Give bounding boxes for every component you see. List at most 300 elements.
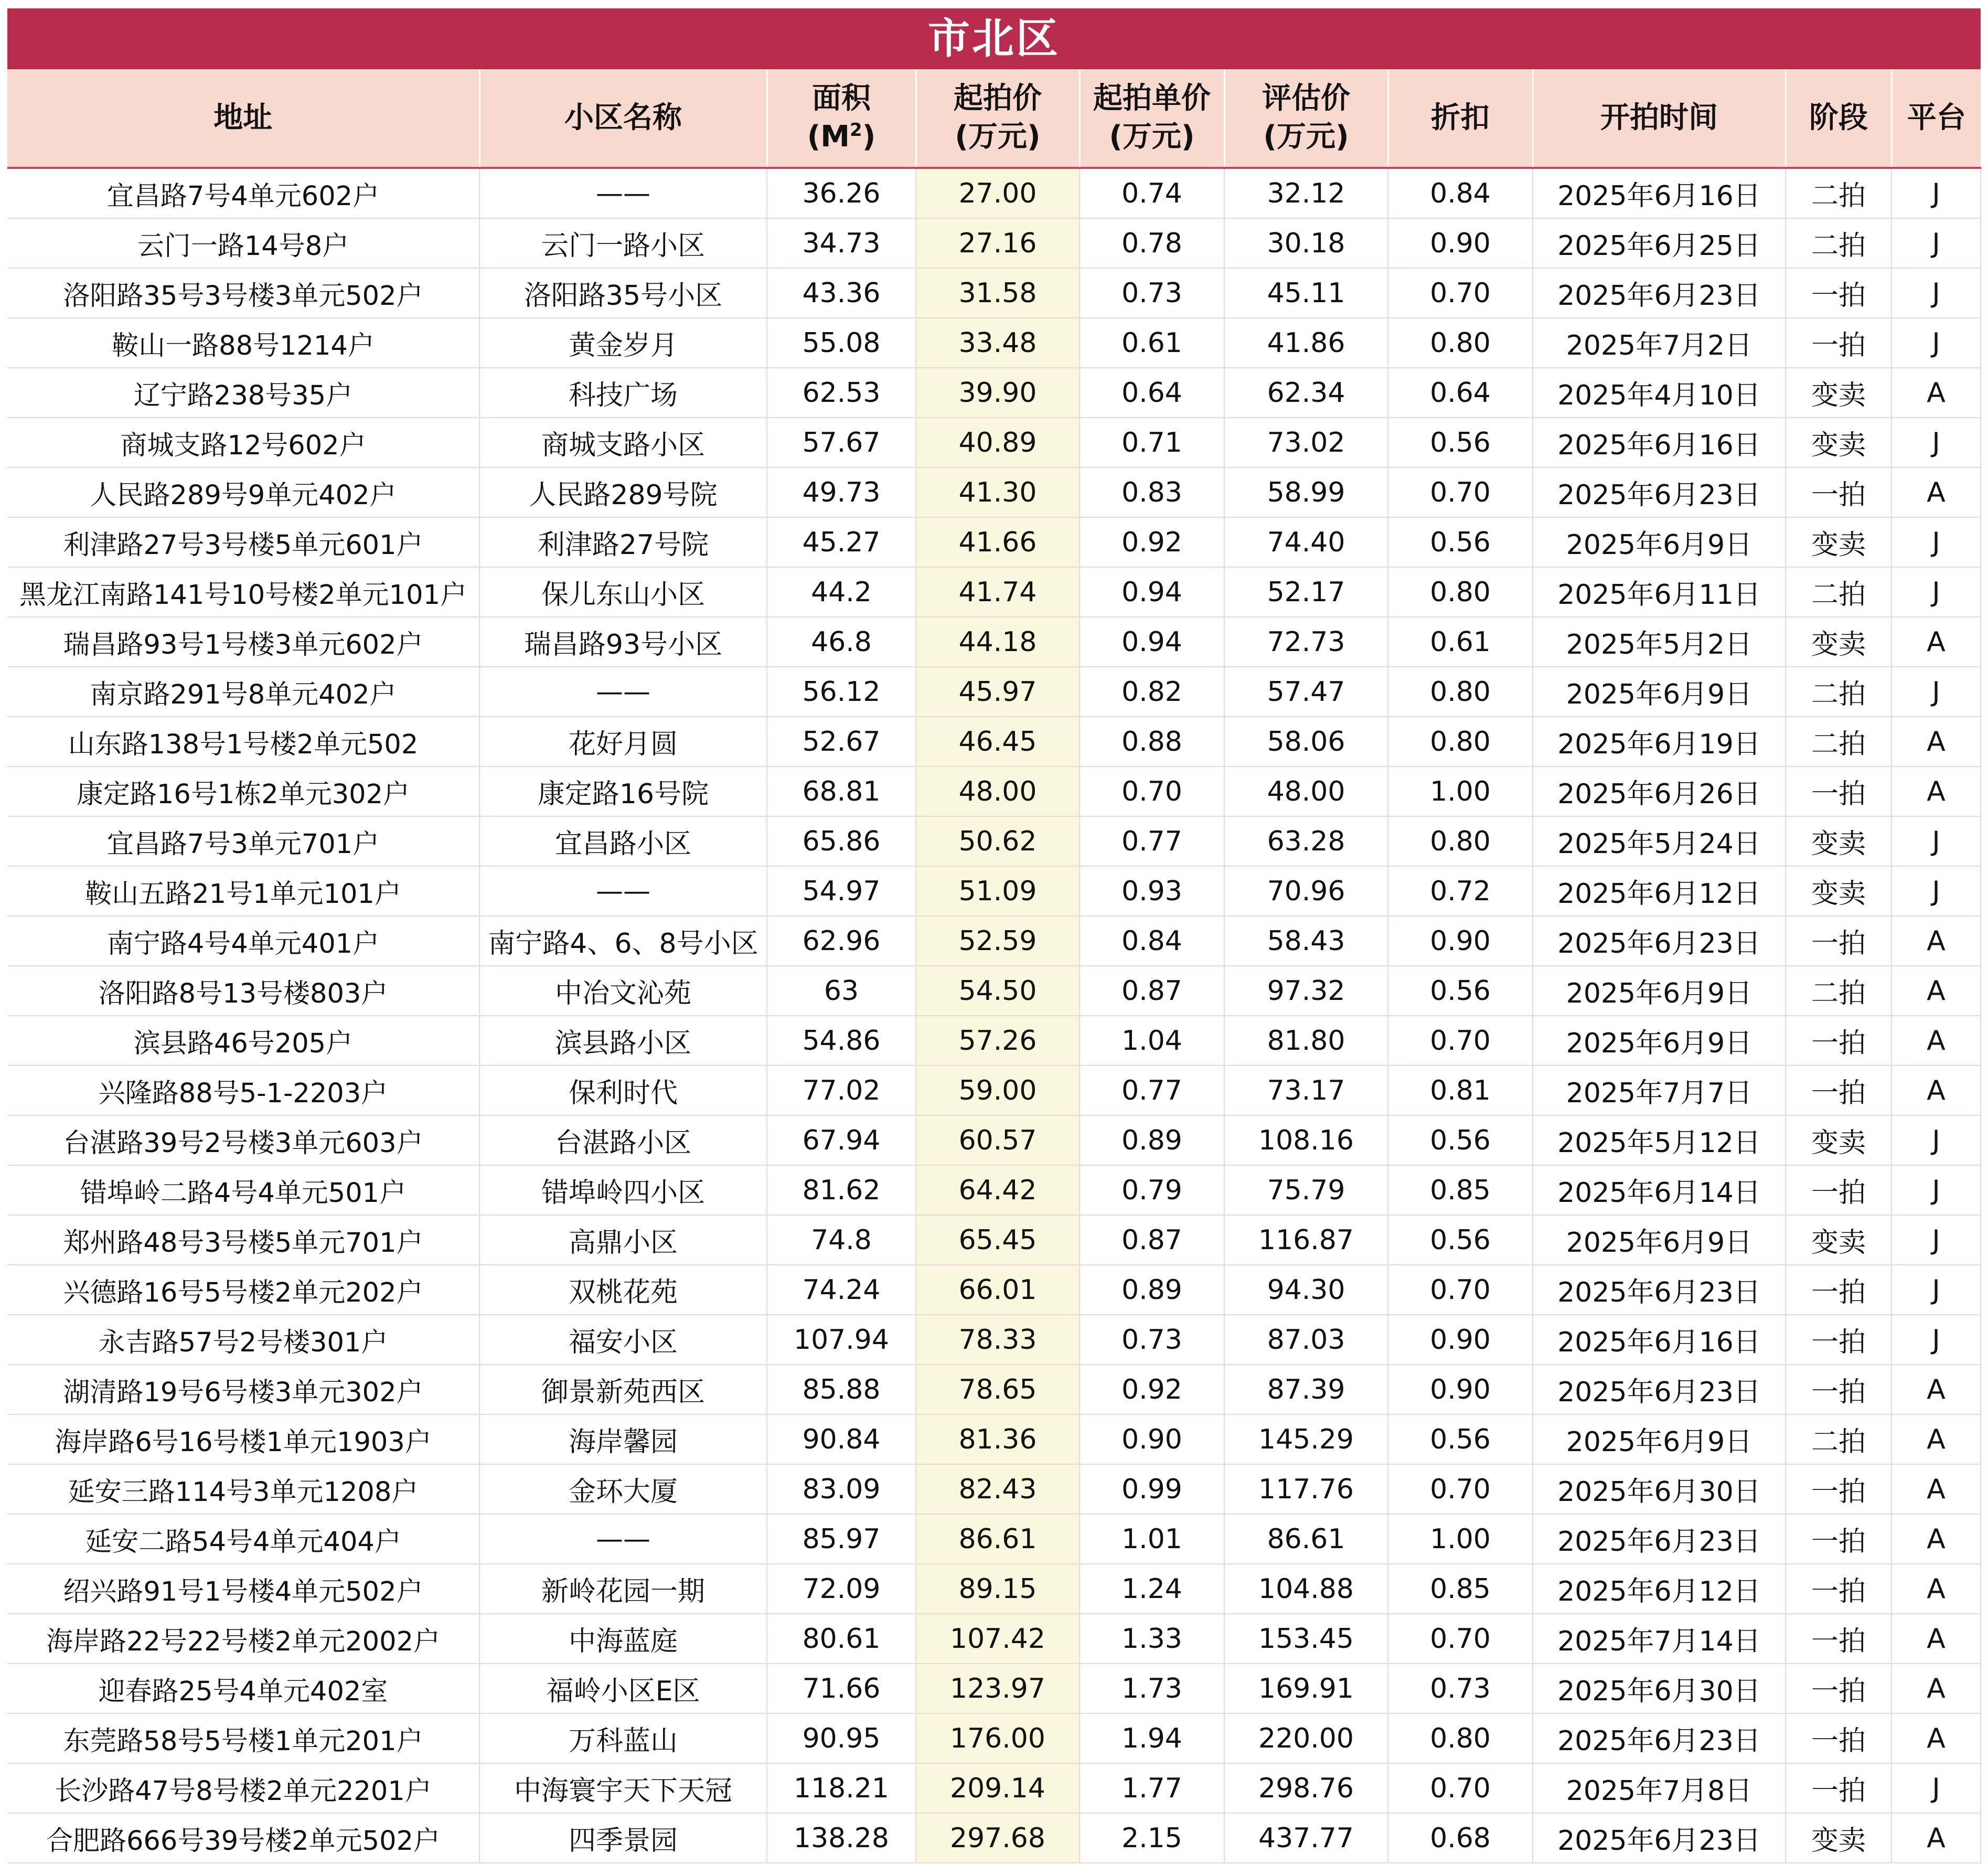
area-cell[interactable]: 80.61 [767, 1614, 916, 1664]
address-cell[interactable]: 绍兴路91号1号楼4单元502户 [7, 1564, 479, 1614]
community-cell[interactable]: 中海寰宇天下天冠 [479, 1763, 767, 1813]
auction-time-cell[interactable]: 2025年6月9日 [1533, 1215, 1786, 1265]
address-cell[interactable]: 宜昌路7号4单元602户 [7, 168, 479, 218]
community-cell[interactable]: 万科蓝山 [479, 1713, 767, 1763]
header-discount[interactable]: 折扣 [1388, 69, 1533, 168]
appraisal-cell[interactable]: 97.32 [1224, 966, 1388, 1016]
start-price-cell[interactable]: 89.15 [916, 1564, 1079, 1614]
area-cell[interactable]: 43.36 [767, 268, 916, 318]
platform-cell[interactable]: A [1891, 717, 1981, 766]
start-price-cell[interactable]: 66.01 [916, 1265, 1079, 1315]
start-price-cell[interactable]: 176.00 [916, 1713, 1079, 1763]
community-cell[interactable]: —— [479, 1514, 767, 1564]
community-cell[interactable]: 人民路289号院 [479, 467, 767, 517]
unit-price-cell[interactable]: 0.77 [1079, 1066, 1224, 1115]
discount-cell[interactable]: 0.80 [1388, 318, 1533, 368]
start-price-cell[interactable]: 41.74 [916, 567, 1079, 617]
address-cell[interactable]: 黑龙江南路141号10号楼2单元101户 [7, 567, 479, 617]
platform-cell[interactable]: A [1891, 1713, 1981, 1763]
community-cell[interactable]: 利津路27号院 [479, 517, 767, 567]
stage-cell[interactable]: 二拍 [1786, 567, 1891, 617]
start-price-cell[interactable]: 60.57 [916, 1115, 1079, 1165]
auction-time-cell[interactable]: 2025年6月12日 [1533, 1564, 1786, 1614]
discount-cell[interactable]: 0.90 [1388, 218, 1533, 268]
platform-cell[interactable]: J [1891, 1115, 1981, 1165]
stage-cell[interactable]: 变卖 [1786, 1115, 1891, 1165]
table-row[interactable] [7, 1763, 1981, 1813]
address-cell[interactable]: 兴德路16号5号楼2单元202户 [7, 1265, 479, 1315]
platform-cell[interactable]: A [1891, 1464, 1981, 1514]
auction-time-cell[interactable]: 2025年6月11日 [1533, 567, 1786, 617]
community-cell[interactable]: 云门一路小区 [479, 218, 767, 268]
appraisal-cell[interactable]: 298.76 [1224, 1763, 1388, 1813]
start-price-cell[interactable]: 31.58 [916, 268, 1079, 318]
address-cell[interactable]: 宜昌路7号3单元701户 [7, 816, 479, 866]
auction-time-cell[interactable]: 2025年6月23日 [1533, 1514, 1786, 1564]
stage-cell[interactable]: 一拍 [1786, 1365, 1891, 1414]
address-cell[interactable]: 迎春路25号4单元402室 [7, 1664, 479, 1713]
auction-time-cell[interactable]: 2025年5月24日 [1533, 816, 1786, 866]
table-row[interactable] [7, 1265, 1981, 1315]
appraisal-cell[interactable]: 153.45 [1224, 1614, 1388, 1664]
address-cell[interactable]: 利津路27号3号楼5单元601户 [7, 517, 479, 567]
area-cell[interactable]: 90.84 [767, 1414, 916, 1464]
table-row[interactable] [7, 168, 1981, 218]
platform-cell[interactable]: A [1891, 1016, 1981, 1066]
community-cell[interactable]: 南宁路4、6、8号小区 [479, 916, 767, 966]
header-appraisal[interactable] [1224, 69, 1388, 168]
header-platform[interactable]: 平台 [1891, 69, 1981, 168]
appraisal-cell[interactable]: 58.99 [1224, 467, 1388, 517]
platform-cell[interactable]: A [1891, 916, 1981, 966]
community-cell[interactable]: 宜昌路小区 [479, 816, 767, 866]
platform-cell[interactable]: J [1891, 1265, 1981, 1315]
area-cell[interactable]: 90.95 [767, 1713, 916, 1763]
auction-time-cell[interactable]: 2025年6月9日 [1533, 966, 1786, 1016]
appraisal-cell[interactable]: 117.76 [1224, 1464, 1388, 1514]
table-row[interactable] [7, 1215, 1981, 1265]
discount-cell[interactable]: 0.80 [1388, 717, 1533, 766]
platform-cell[interactable]: A [1891, 1365, 1981, 1414]
table-row[interactable] [7, 1315, 1981, 1365]
auction-time-cell[interactable]: 2025年5月12日 [1533, 1115, 1786, 1165]
discount-cell[interactable]: 0.70 [1388, 1763, 1533, 1813]
start-price-cell[interactable]: 57.26 [916, 1016, 1079, 1066]
discount-cell[interactable]: 0.56 [1388, 1115, 1533, 1165]
header-area[interactable] [767, 69, 916, 168]
unit-price-cell[interactable]: 0.79 [1079, 1165, 1224, 1215]
start-price-cell[interactable]: 41.30 [916, 467, 1079, 517]
start-price-cell[interactable]: 123.97 [916, 1664, 1079, 1713]
stage-cell[interactable]: 一拍 [1786, 1713, 1891, 1763]
area-cell[interactable]: 138.28 [767, 1813, 916, 1863]
start-price-cell[interactable]: 65.45 [916, 1215, 1079, 1265]
address-cell[interactable]: 南京路291号8单元402户 [7, 667, 479, 717]
discount-cell[interactable]: 0.56 [1388, 966, 1533, 1016]
start-price-cell[interactable]: 54.50 [916, 966, 1079, 1016]
address-cell[interactable]: 洛阳路8号13号楼803户 [7, 966, 479, 1016]
start-price-cell[interactable]: 81.36 [916, 1414, 1079, 1464]
unit-price-cell[interactable]: 0.90 [1079, 1414, 1224, 1464]
community-cell[interactable]: 福安小区 [479, 1315, 767, 1365]
appraisal-cell[interactable]: 86.61 [1224, 1514, 1388, 1564]
start-price-cell[interactable]: 50.62 [916, 816, 1079, 866]
unit-price-cell[interactable]: 0.93 [1079, 866, 1224, 916]
auction-time-cell[interactable]: 2025年6月23日 [1533, 916, 1786, 966]
discount-cell[interactable]: 0.56 [1388, 1414, 1533, 1464]
platform-cell[interactable]: J [1891, 1215, 1981, 1265]
auction-time-cell[interactable]: 2025年7月14日 [1533, 1614, 1786, 1664]
start-price-cell[interactable]: 209.14 [916, 1763, 1079, 1813]
table-row[interactable] [7, 816, 1981, 866]
address-cell[interactable]: 兴隆路88号5-1-2203户 [7, 1066, 479, 1115]
area-cell[interactable]: 118.21 [767, 1763, 916, 1813]
table-row[interactable] [7, 368, 1981, 418]
unit-price-cell[interactable]: 0.61 [1079, 318, 1224, 368]
unit-price-cell[interactable]: 0.77 [1079, 816, 1224, 866]
table-row[interactable] [7, 1813, 1981, 1863]
unit-price-cell[interactable]: 0.87 [1079, 1215, 1224, 1265]
auction-time-cell[interactable]: 2025年6月23日 [1533, 1713, 1786, 1763]
stage-cell[interactable]: 二拍 [1786, 717, 1891, 766]
area-cell[interactable]: 46.8 [767, 617, 916, 667]
area-cell[interactable]: 68.81 [767, 766, 916, 816]
auction-time-cell[interactable]: 2025年6月9日 [1533, 1016, 1786, 1066]
platform-cell[interactable]: A [1891, 1813, 1981, 1863]
table-row[interactable] [7, 318, 1981, 368]
stage-cell[interactable]: 二拍 [1786, 168, 1891, 218]
appraisal-cell[interactable]: 87.39 [1224, 1365, 1388, 1414]
auction-time-cell[interactable]: 2025年4月10日 [1533, 368, 1786, 418]
address-cell[interactable]: 湖清路19号6号楼3单元302户 [7, 1365, 479, 1414]
appraisal-cell[interactable]: 41.86 [1224, 318, 1388, 368]
discount-cell[interactable]: 0.70 [1388, 467, 1533, 517]
address-cell[interactable]: 鞍山一路88号1214户 [7, 318, 479, 368]
appraisal-cell[interactable]: 94.30 [1224, 1265, 1388, 1315]
address-cell[interactable]: 长沙路47号8号楼2单元2201户 [7, 1763, 479, 1813]
start-price-cell[interactable]: 52.59 [916, 916, 1079, 966]
table-row[interactable] [7, 268, 1981, 318]
unit-price-cell[interactable]: 1.77 [1079, 1763, 1224, 1813]
discount-cell[interactable]: 0.68 [1388, 1813, 1533, 1863]
unit-price-cell[interactable]: 1.01 [1079, 1514, 1224, 1564]
stage-cell[interactable]: 二拍 [1786, 966, 1891, 1016]
discount-cell[interactable]: 0.70 [1388, 1016, 1533, 1066]
platform-cell[interactable]: A [1891, 617, 1981, 667]
appraisal-cell[interactable]: 73.17 [1224, 1066, 1388, 1115]
header-stage[interactable]: 阶段 [1786, 69, 1891, 168]
community-cell[interactable]: 新岭花园一期 [479, 1564, 767, 1614]
community-cell[interactable]: —— [479, 866, 767, 916]
area-cell[interactable]: 85.88 [767, 1365, 916, 1414]
auction-time-cell[interactable]: 2025年6月30日 [1533, 1464, 1786, 1514]
stage-cell[interactable]: 变卖 [1786, 1215, 1891, 1265]
unit-price-cell[interactable]: 1.94 [1079, 1713, 1224, 1763]
address-cell[interactable]: 瑞昌路93号1号楼3单元602户 [7, 617, 479, 667]
community-cell[interactable]: 金环大厦 [479, 1464, 767, 1514]
discount-cell[interactable]: 0.80 [1388, 1713, 1533, 1763]
unit-price-cell[interactable]: 0.74 [1079, 168, 1224, 218]
address-cell[interactable]: 延安三路114号3单元1208户 [7, 1464, 479, 1514]
discount-cell[interactable]: 0.56 [1388, 517, 1533, 567]
area-cell[interactable]: 52.67 [767, 717, 916, 766]
discount-cell[interactable]: 0.80 [1388, 816, 1533, 866]
auction-time-cell[interactable]: 2025年6月19日 [1533, 717, 1786, 766]
platform-cell[interactable]: A [1891, 1414, 1981, 1464]
unit-price-cell[interactable]: 0.94 [1079, 617, 1224, 667]
unit-price-cell[interactable]: 1.24 [1079, 1564, 1224, 1614]
start-price-cell[interactable]: 39.90 [916, 368, 1079, 418]
platform-cell[interactable]: J [1891, 567, 1981, 617]
address-cell[interactable]: 滨县路46号205户 [7, 1016, 479, 1066]
discount-cell[interactable]: 0.90 [1388, 1315, 1533, 1365]
auction-time-cell[interactable]: 2025年5月2日 [1533, 617, 1786, 667]
platform-cell[interactable]: J [1891, 517, 1981, 567]
platform-cell[interactable]: J [1891, 866, 1981, 916]
discount-cell[interactable]: 0.70 [1388, 1464, 1533, 1514]
area-cell[interactable]: 44.2 [767, 567, 916, 617]
unit-price-cell[interactable]: 0.94 [1079, 567, 1224, 617]
community-cell[interactable]: —— [479, 168, 767, 218]
auction-time-cell[interactable]: 2025年6月23日 [1533, 1365, 1786, 1414]
discount-cell[interactable]: 0.64 [1388, 368, 1533, 418]
platform-cell[interactable]: A [1891, 1066, 1981, 1115]
auction-time-cell[interactable]: 2025年7月7日 [1533, 1066, 1786, 1115]
area-cell[interactable]: 55.08 [767, 318, 916, 368]
auction-time-cell[interactable]: 2025年6月23日 [1533, 467, 1786, 517]
unit-price-cell[interactable]: 0.84 [1079, 916, 1224, 966]
area-cell[interactable]: 85.97 [767, 1514, 916, 1564]
table-row[interactable] [7, 966, 1981, 1016]
unit-price-cell[interactable]: 2.15 [1079, 1813, 1224, 1863]
start-price-cell[interactable]: 82.43 [916, 1464, 1079, 1514]
stage-cell[interactable]: 变卖 [1786, 368, 1891, 418]
header-address[interactable]: 地址 [7, 69, 479, 168]
area-cell[interactable]: 63 [767, 966, 916, 1016]
address-cell[interactable]: 洛阳路35号3号楼3单元502户 [7, 268, 479, 318]
table-row[interactable] [7, 1066, 1981, 1115]
appraisal-cell[interactable]: 48.00 [1224, 766, 1388, 816]
area-cell[interactable]: 67.94 [767, 1115, 916, 1165]
appraisal-cell[interactable]: 30.18 [1224, 218, 1388, 268]
start-price-cell[interactable]: 33.48 [916, 318, 1079, 368]
auction-time-cell[interactable]: 2025年6月26日 [1533, 766, 1786, 816]
address-cell[interactable]: 合肥路666号39号楼2单元502户 [7, 1813, 479, 1863]
appraisal-cell[interactable]: 74.40 [1224, 517, 1388, 567]
appraisal-cell[interactable]: 73.02 [1224, 418, 1388, 467]
start-price-cell[interactable]: 45.97 [916, 667, 1079, 717]
header-auction-time[interactable]: 开拍时间 [1533, 69, 1786, 168]
community-cell[interactable]: 康定路16号院 [479, 766, 767, 816]
stage-cell[interactable]: 变卖 [1786, 517, 1891, 567]
appraisal-cell[interactable]: 72.73 [1224, 617, 1388, 667]
address-cell[interactable]: 海岸路22号22号楼2单元2002户 [7, 1614, 479, 1664]
stage-cell[interactable]: 二拍 [1786, 1414, 1891, 1464]
platform-cell[interactable]: J [1891, 1165, 1981, 1215]
address-cell[interactable]: 延安二路54号4单元404户 [7, 1514, 479, 1564]
table-row[interactable] [7, 1614, 1981, 1664]
platform-cell[interactable]: A [1891, 1614, 1981, 1664]
stage-cell[interactable]: 一拍 [1786, 766, 1891, 816]
unit-price-cell[interactable]: 0.71 [1079, 418, 1224, 467]
community-cell[interactable]: 四季景园 [479, 1813, 767, 1863]
auction-time-cell[interactable]: 2025年6月9日 [1533, 517, 1786, 567]
discount-cell[interactable]: 0.56 [1388, 418, 1533, 467]
appraisal-cell[interactable]: 104.88 [1224, 1564, 1388, 1614]
discount-cell[interactable]: 0.70 [1388, 268, 1533, 318]
discount-cell[interactable]: 0.84 [1388, 168, 1533, 218]
discount-cell[interactable]: 1.00 [1388, 766, 1533, 816]
address-cell[interactable]: 永吉路57号2号楼301户 [7, 1315, 479, 1365]
start-price-cell[interactable]: 51.09 [916, 866, 1079, 916]
area-cell[interactable]: 77.02 [767, 1066, 916, 1115]
stage-cell[interactable]: 变卖 [1786, 418, 1891, 467]
area-cell[interactable]: 72.09 [767, 1564, 916, 1614]
address-cell[interactable]: 台湛路39号2号楼3单元603户 [7, 1115, 479, 1165]
unit-price-cell[interactable]: 0.88 [1079, 717, 1224, 766]
start-price-cell[interactable]: 44.18 [916, 617, 1079, 667]
appraisal-cell[interactable]: 169.91 [1224, 1664, 1388, 1713]
platform-cell[interactable]: J [1891, 168, 1981, 218]
address-cell[interactable]: 错埠岭二路4号4单元501户 [7, 1165, 479, 1215]
unit-price-cell[interactable]: 0.87 [1079, 966, 1224, 1016]
area-cell[interactable]: 54.86 [767, 1016, 916, 1066]
appraisal-cell[interactable]: 45.11 [1224, 268, 1388, 318]
auction-time-cell[interactable]: 2025年6月9日 [1533, 1414, 1786, 1464]
community-cell[interactable]: 保儿东山小区 [479, 567, 767, 617]
stage-cell[interactable]: 一拍 [1786, 1165, 1891, 1215]
address-cell[interactable]: 人民路289号9单元402户 [7, 467, 479, 517]
area-cell[interactable]: 74.24 [767, 1265, 916, 1315]
platform-cell[interactable]: J [1891, 667, 1981, 717]
appraisal-cell[interactable]: 62.34 [1224, 368, 1388, 418]
appraisal-cell[interactable]: 437.77 [1224, 1813, 1388, 1863]
platform-cell[interactable]: A [1891, 368, 1981, 418]
platform-cell[interactable]: J [1891, 1315, 1981, 1365]
community-cell[interactable]: 错埠岭四小区 [479, 1165, 767, 1215]
area-cell[interactable]: 62.53 [767, 368, 916, 418]
discount-cell[interactable]: 0.70 [1388, 1265, 1533, 1315]
stage-cell[interactable]: 一拍 [1786, 1763, 1891, 1813]
header-community[interactable]: 小区名称 [479, 69, 767, 168]
stage-cell[interactable]: 二拍 [1786, 667, 1891, 717]
auction-time-cell[interactable]: 2025年6月16日 [1533, 418, 1786, 467]
start-price-cell[interactable]: 64.42 [916, 1165, 1079, 1215]
table-row[interactable] [7, 1115, 1981, 1165]
table-row[interactable] [7, 1464, 1981, 1514]
start-price-cell[interactable]: 107.42 [916, 1614, 1079, 1664]
community-cell[interactable]: 保利时代 [479, 1066, 767, 1115]
area-cell[interactable]: 36.26 [767, 168, 916, 218]
table-row[interactable] [7, 717, 1981, 766]
start-price-cell[interactable]: 86.61 [916, 1514, 1079, 1564]
community-cell[interactable]: 黄金岁月 [479, 318, 767, 368]
address-cell[interactable]: 山东路138号1号楼2单元502 [7, 717, 479, 766]
discount-cell[interactable]: 0.85 [1388, 1165, 1533, 1215]
table-row[interactable] [7, 218, 1981, 268]
community-cell[interactable]: 滨县路小区 [479, 1016, 767, 1066]
unit-price-cell[interactable]: 1.33 [1079, 1614, 1224, 1664]
table-row[interactable] [7, 766, 1981, 816]
auction-time-cell[interactable]: 2025年6月12日 [1533, 866, 1786, 916]
area-cell[interactable]: 49.73 [767, 467, 916, 517]
auction-time-cell[interactable]: 2025年6月23日 [1533, 268, 1786, 318]
discount-cell[interactable]: 0.90 [1388, 916, 1533, 966]
address-cell[interactable]: 云门一路14号8户 [7, 218, 479, 268]
start-price-cell[interactable]: 78.65 [916, 1365, 1079, 1414]
appraisal-cell[interactable]: 81.80 [1224, 1016, 1388, 1066]
discount-cell[interactable]: 0.80 [1388, 667, 1533, 717]
stage-cell[interactable]: 一拍 [1786, 1564, 1891, 1614]
area-cell[interactable]: 65.86 [767, 816, 916, 866]
platform-cell[interactable]: A [1891, 1514, 1981, 1564]
discount-cell[interactable]: 0.81 [1388, 1066, 1533, 1115]
table-row[interactable] [7, 617, 1981, 667]
address-cell[interactable]: 康定路16号1栋2单元302户 [7, 766, 479, 816]
community-cell[interactable]: 高鼎小区 [479, 1215, 767, 1265]
discount-cell[interactable]: 1.00 [1388, 1514, 1533, 1564]
address-cell[interactable]: 郑州路48号3号楼5单元701户 [7, 1215, 479, 1265]
stage-cell[interactable]: 一拍 [1786, 1614, 1891, 1664]
address-cell[interactable]: 南宁路4号4单元401户 [7, 916, 479, 966]
table-row[interactable] [7, 467, 1981, 517]
auction-time-cell[interactable]: 2025年6月30日 [1533, 1664, 1786, 1713]
start-price-cell[interactable]: 59.00 [916, 1066, 1079, 1115]
table-row[interactable] [7, 1713, 1981, 1763]
appraisal-cell[interactable]: 145.29 [1224, 1414, 1388, 1464]
start-price-cell[interactable]: 78.33 [916, 1315, 1079, 1365]
unit-price-cell[interactable]: 0.83 [1079, 467, 1224, 517]
auction-time-cell[interactable]: 2025年6月14日 [1533, 1165, 1786, 1215]
community-cell[interactable]: 御景新苑西区 [479, 1365, 767, 1414]
area-cell[interactable]: 34.73 [767, 218, 916, 268]
platform-cell[interactable]: A [1891, 966, 1981, 1016]
table-row[interactable] [7, 916, 1981, 966]
area-cell[interactable]: 74.8 [767, 1215, 916, 1265]
area-cell[interactable]: 54.97 [767, 866, 916, 916]
discount-cell[interactable]: 0.72 [1388, 866, 1533, 916]
area-cell[interactable]: 56.12 [767, 667, 916, 717]
start-price-cell[interactable]: 27.00 [916, 168, 1079, 218]
table-row[interactable] [7, 567, 1981, 617]
table-row[interactable] [7, 667, 1981, 717]
auction-time-cell[interactable]: 2025年6月9日 [1533, 667, 1786, 717]
unit-price-cell[interactable]: 1.04 [1079, 1016, 1224, 1066]
stage-cell[interactable]: 一拍 [1786, 1664, 1891, 1713]
area-cell[interactable]: 57.67 [767, 418, 916, 467]
address-cell[interactable]: 海岸路6号16号楼1单元1903户 [7, 1414, 479, 1464]
community-cell[interactable]: 洛阳路35号小区 [479, 268, 767, 318]
appraisal-cell[interactable]: 58.06 [1224, 717, 1388, 766]
appraisal-cell[interactable]: 70.96 [1224, 866, 1388, 916]
discount-cell[interactable]: 0.80 [1388, 567, 1533, 617]
unit-price-cell[interactable]: 0.92 [1079, 1365, 1224, 1414]
auction-time-cell[interactable]: 2025年6月16日 [1533, 1315, 1786, 1365]
discount-cell[interactable]: 0.90 [1388, 1365, 1533, 1414]
area-cell[interactable]: 62.96 [767, 916, 916, 966]
stage-cell[interactable]: 变卖 [1786, 1813, 1891, 1863]
stage-cell[interactable]: 变卖 [1786, 816, 1891, 866]
discount-cell[interactable]: 0.70 [1388, 1614, 1533, 1664]
auction-time-cell[interactable]: 2025年6月25日 [1533, 218, 1786, 268]
area-cell[interactable]: 45.27 [767, 517, 916, 567]
stage-cell[interactable]: 二拍 [1786, 218, 1891, 268]
stage-cell[interactable]: 一拍 [1786, 268, 1891, 318]
platform-cell[interactable]: A [1891, 1664, 1981, 1713]
platform-cell[interactable]: J [1891, 268, 1981, 318]
start-price-cell[interactable]: 41.66 [916, 517, 1079, 567]
appraisal-cell[interactable]: 58.43 [1224, 916, 1388, 966]
